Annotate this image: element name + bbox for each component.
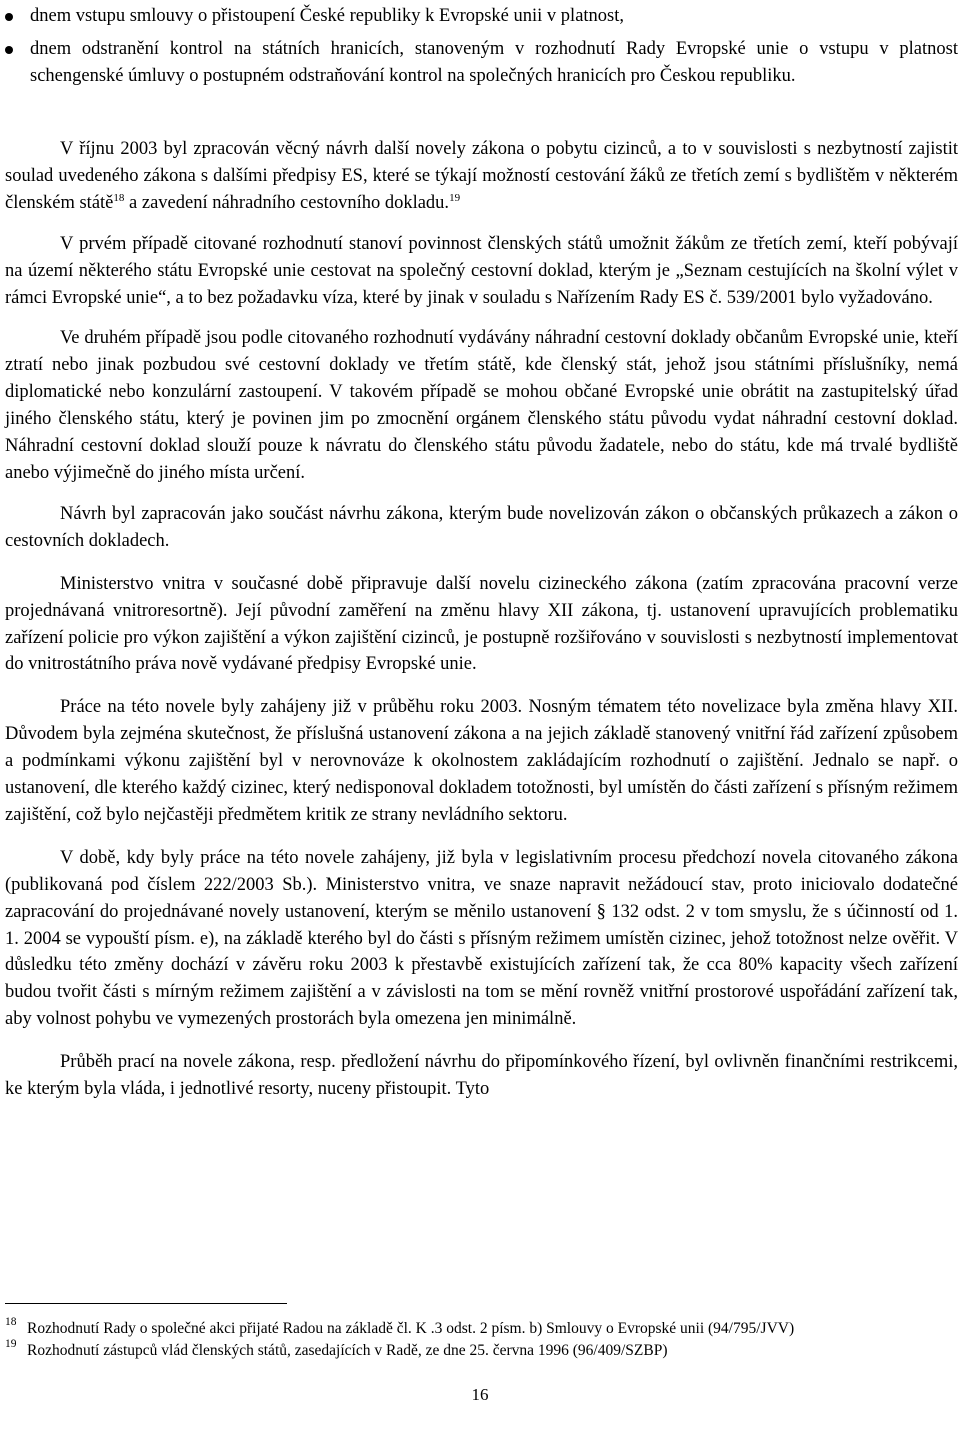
bullet-list [0, 3, 958, 96]
footnote-text: Rozhodnutí zástupců vlád členských států, zasedajících v Radě, ze dne 25. června 1996 (96/409/SZBP) [27, 1342, 668, 1359]
footnote [5, 1340, 958, 1361]
footnote-mark: 18 [5, 1316, 17, 1328]
footnote-separator [5, 1303, 287, 1304]
paragraph: Ministerstvo vnitra v současné době připravuje další novelu cizineckého zákona (zatím zpracována pracovní verze projednávaná vnitroresortně). Její původní zaměření na změnu hlavy XII zákona, tj. ustanovení upravujících problematiku zařízení policie pro výkon zajištění a výkon zajištění cizinců, je postupně rozšiřováno v souvislosti s nezbytností implementovat do vnitrostátního práva nově vydávané předpisy Evropské unie. [5, 573, 958, 675]
paragraph: V prvém případě citované rozhodnutí stanoví povinnost členských států umožnit žákům ze třetích zemí, kteří pobývají na území některého státu Evropské unie cestovat na společný cestovní doklad, kterým je „Seznam cestujících na školní výlet v rámci Evropské unie“, a to bez požadavku víza, které by jinak v souladu s Nařízením Rady ES č. 539/2001 bylo vyžadováno. [5, 233, 958, 308]
paragraph: Práce na této novele byly zahájeny již v průběhu roku 2003. Nosným tématem této novelizace byla změna hlavy XII. Důvodem byla zejména skutečnost, že příslušná ustanovení zákona a na jejich základě stanovený vnitřní řád zařízení způsobem a podmínkami výkonu zajištění byl v nerovnováze k okolnostem zakládajícím rozhodnutí o zajištění. Jednalo se např. o ustanovení, dle kterého každý cizinec, který nedisponoval dokladem totožnosti, byl umístěn do části zařízení s přísným režimem zajištění, což bylo nejčastěji předmětem kritik ze strany nevládního sektoru. [5, 697, 958, 825]
bullet-icon [5, 46, 13, 54]
footnote-ref[interactable]: 18 [113, 191, 125, 204]
page-number: 16 [471, 1385, 489, 1404]
paragraph [5, 136, 958, 217]
list-item [0, 36, 958, 90]
paragraph: Průběh prací na novele zákona, resp. předložení návrhu do připomínkového řízení, byl ovlivněn finančními restrikcemi, ke kterým byla vláda, i jednotlivé resorty, nuceny přistoupit. Tyto [5, 1052, 958, 1100]
paragraph-text: V říjnu 2003 byl zpracován věcný návrh další novely zákona o pobytu cizinců, a to v souvislosti s nezbytností zajistit soulad uvedeného zákona s dalšími předpisy ES, které se týkají možností cestování žáků ze třetích zemí s bydlištěm v některém členském státě [5, 139, 958, 213]
list-item [0, 3, 958, 30]
footnote-mark: 19 [5, 1338, 17, 1350]
footnotes [5, 1318, 958, 1362]
paragraph: V době, kdy byly práce na této novele zahájeny, již byla v legislativním procesu předchozí novela citovaného zákona (publikovaná pod číslem 222/2003 Sb.). Ministerstvo vnitra, ve snaze napravit nežádoucí stav, proto iniciovalo dodatečné zapracování do projednávané novely ustanovení, kterým se měnilo ustanovení § 132 odst. 2 v tom smyslu, že s účinností od 1. 1. 2004 se vypouští písm. e), na základě kterého byl do části s přísným režimem umístěn cizinec, jehož totožnost nelze ověřit. V důsledku této změny dochází v závěru roku 2003 k přestavbě existujících zařízení tak, že cca 80% kapacity všech zařízení budou tvořit části s mírným režimem zajištění a v závislosti na tom se mění rovněž vnitřní prostorové uspořádání zařízení tak, aby volnost pohybu ve vymezených prostorách byla omezena jen minimálně. [5, 847, 958, 1030]
footnote [5, 1318, 958, 1339]
footnote-text: Rozhodnutí Rady o společné akci přijaté Radou na základě čl. K .3 odst. 2 písm. b) Smlouvy o Evropské unii (94/795/JVV) [27, 1320, 795, 1337]
paragraph: Návrh byl zapracován jako součást návrhu zákona, kterým bude novelizován zákon o občanských průkazech a zákon o cestovních dokladech. [5, 503, 958, 551]
bullet-icon [5, 13, 13, 21]
list-item-text: dnem odstranění kontrol na státních hranicích, stanoveným v rozhodnutí Rady Evropské unie o vstupu v platnost schengenské úmluvy o postupném odstraňování kontrol na společných hranicích pro Českou republiku. [30, 38, 958, 86]
body-text [5, 136, 958, 1117]
paragraph: Ve druhém případě jsou podle citovaného rozhodnutí vydávány náhradní cestovní doklady občanům Evropské unie, kteří ztratí nebo jinak pozbudou své cestovní doklady ve třetím státě, kde členský stát, jehož jsou státními příslušníky, nemá diplomatické nebo konzulární zastoupení. V takovém případě se mohou občané Evropské unie obrátit na zastupitelský úřad jiného členského státu, který je povinen jim po zmocnění orgánem členského státu původu vydat náhradní cestovní doklad. Náhradní cestovní doklad slouží pouze k návratu do členského státu původu žadatele, nebo do státu, kde má trvalé bydliště anebo výjimečně do jiného místa určení. [5, 328, 958, 483]
paragraph-text: a zavedení náhradního cestovního dokladu. [124, 192, 450, 213]
footnote-ref[interactable]: 19 [449, 191, 461, 204]
list-item-text: dnem vstupu smlouvy o přistoupení České republiky k Evropské unii v platnost, [30, 6, 625, 26]
